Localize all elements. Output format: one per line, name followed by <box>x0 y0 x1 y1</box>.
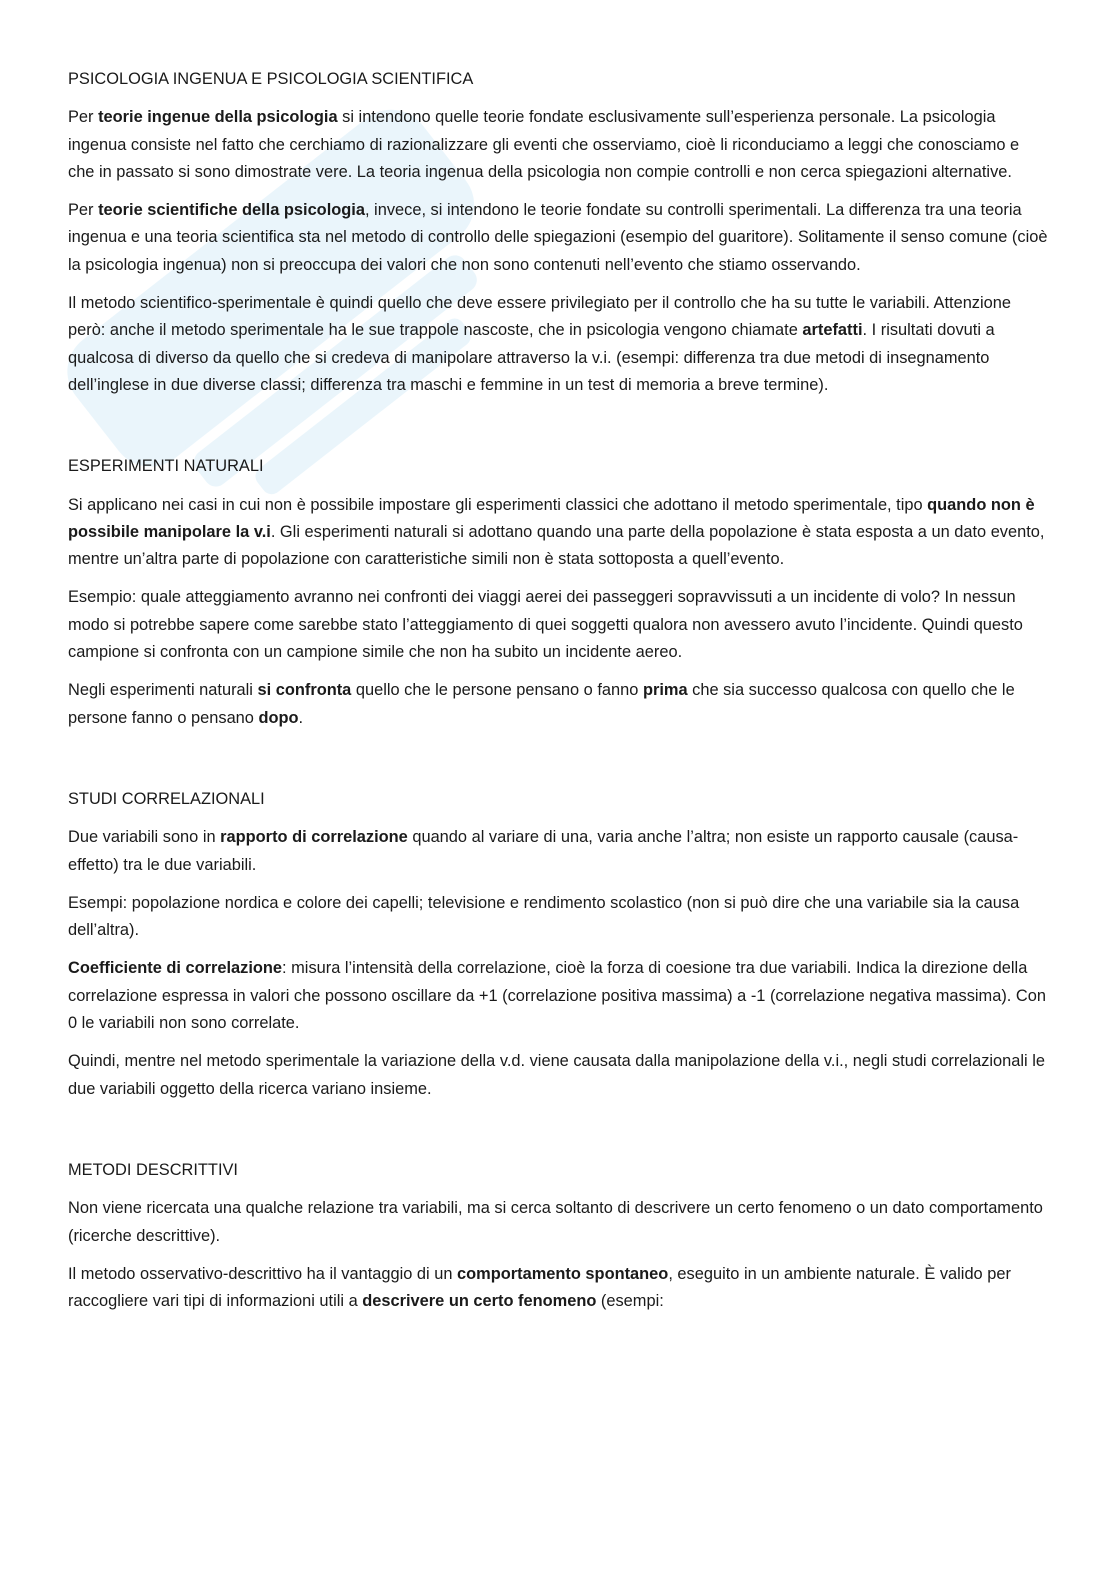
bold-term: teorie scientifiche della psicologia <box>98 201 365 220</box>
paragraph <box>68 824 1050 879</box>
text-run: quello che le persone pensano o fanno <box>351 681 643 700</box>
section-heading: ESPERIMENTI NATURALI <box>68 457 264 476</box>
bold-term: teorie ingenue della psicologia <box>98 108 338 127</box>
paragraph <box>68 492 1050 574</box>
text-run: : misura l’intensità della correlazione, cioè la forza di coesione tra due variabili. Indica la direzione della correlazione espressa in valori che possono oscillare da +1 (correlazione positiva massima) a -1 (correlazione negativa massima). Con 0 le variabili non sono correlate. <box>68 959 1046 1033</box>
paragraph <box>68 677 1050 732</box>
text-run: Il metodo osservativo-descrittivo ha il vantaggio di un <box>68 1264 458 1283</box>
bold-term: Coefficiente di correlazione <box>68 959 283 978</box>
section-heading: PSICOLOGIA INGENUA E PSICOLOGIA SCIENTIFICA <box>68 70 474 88</box>
paragraph <box>68 584 1050 666</box>
bold-term: rapporto di correlazione <box>220 828 408 847</box>
paragraph <box>68 1195 1050 1250</box>
text-run: Quindi, mentre nel metodo sperimentale la variazione della v.d. viene causata dalla manipolazione della v.i., negli studi correlazionali le due variabili oggetto della ricerca variano insieme. <box>68 1052 1046 1098</box>
section <box>68 453 1050 732</box>
text-run: Esempio: quale atteggiamento avranno nei confronti dei viaggi aerei dei passeggeri sopravvissuti a un incidente di volo? In nessun modo si potrebbe sapere come sarebbe stato l’atteggiamento di quei soggetti qualora non avessero avuto l’incidente. Quindi questo campione si confronta con un campione simile che non ha subito un incidente aereo. <box>68 588 1023 662</box>
text-run: Due variabili sono in <box>68 828 221 847</box>
section <box>68 66 1050 399</box>
section-spacer <box>68 1114 1050 1157</box>
paragraph <box>68 104 1050 186</box>
text-run: Esempi: popolazione nordica e colore dei capelli; televisione e rendimento scolastico (non si può dire che una variabile sia la causa dell’altra). <box>68 893 1020 940</box>
section-spacer <box>68 410 1050 453</box>
paragraph <box>68 290 1050 399</box>
section-heading: METODI DESCRITTIVI <box>68 1160 238 1179</box>
text-run: Negli esperimenti naturali <box>68 681 258 700</box>
bold-term: prima <box>642 681 688 700</box>
paragraph <box>68 1048 1050 1103</box>
section <box>68 1157 1050 1315</box>
section-spacer <box>68 743 1050 786</box>
paragraph <box>68 955 1050 1037</box>
text-run: Per <box>68 108 99 127</box>
bold-term: quando non è possibile manipolare la v.i <box>68 495 1035 541</box>
text-run: , eseguito in un ambiente naturale. È valido per raccogliere vari tipi di informazioni utili a <box>68 1264 1011 1311</box>
text-run: Per <box>68 201 99 220</box>
text-run: (esempi: <box>596 1292 664 1311</box>
text-run: si intendono quelle teorie fondate esclusivamente sull’esperienza personale. La psicologia ingenua consiste nel fatto che cerchiamo di razionalizzare gli eventi che osserviamo, cioè li riconduciamo a leggi che conosciamo e che in passato si sono dimostrate vere. La teoria ingenua della psicologia non compie controlli e non cerca spiegazioni alternative. <box>68 108 1020 181</box>
text-run: Si applicano nei casi in cui non è possibile impostare gli esperimenti classici che adottano il metodo sperimentale, tipo <box>68 495 928 514</box>
paragraph <box>68 1261 1050 1316</box>
section-heading: STUDI CORRELAZIONALI <box>68 789 265 808</box>
text-run: Non viene ricercata una qualche relazione tra variabili, ma si cerca soltanto di descrivere un certo fenomeno o un dato comportamento (ricerche descrittive). <box>68 1199 1043 1245</box>
text-run: . I risultati dovuti a qualcosa di diverso da quello che si credeva di manipolare attraverso la v.i. (esempi: differenza tra due metodi di insegnamento dell’inglese in due diverse classi; differenza tra maschi e femmine in un test di memoria a breve termine). <box>68 321 995 394</box>
text-run: Il metodo scientifico-sperimentale è quindi quello che deve essere privilegiato per il controllo che ha su tutte le variabili. Attenzione però: anche il metodo sperimentale ha le sue trappole nascoste, che in psicologia vengono chiamate <box>68 294 1011 340</box>
bold-term: si confronta <box>257 681 352 700</box>
bold-term: dopo <box>258 708 299 727</box>
paragraph <box>68 890 1050 945</box>
text-run: . <box>298 708 304 727</box>
bold-term: comportamento spontaneo <box>457 1264 669 1283</box>
text-run: quando al variare di una, varia anche l’altra; non esiste un rapporto causale (causa-effetto) tra le due variabili. <box>68 828 1019 874</box>
bold-term: artefatti <box>802 321 863 340</box>
section <box>68 786 1050 1103</box>
text-run: . Gli esperimenti naturali si adottano quando una parte della popolazione è stata esposta a un dato evento, mentre un’altra parte di popolazione con caratteristiche simili non è stata sottoposta a quell’evento. <box>68 522 1045 569</box>
bold-term: descrivere un certo fenomeno <box>362 1292 597 1311</box>
text-run: che sia successo qualcosa con quello che le persone fanno o pensano <box>68 681 1015 727</box>
text-run: , invece, si intendono le teorie fondate su controlli sperimentali. La differenza tra una teoria ingenua e una teoria scientifica sta nel metodo di controllo delle spiegazioni (esempio del guaritore). Solitamente il senso comune (cioè la psicologia ingenua) non si preoccupa dei valori che non sono contenuti nell’evento che stiamo osservando. <box>68 201 1048 274</box>
paragraph <box>68 197 1050 279</box>
